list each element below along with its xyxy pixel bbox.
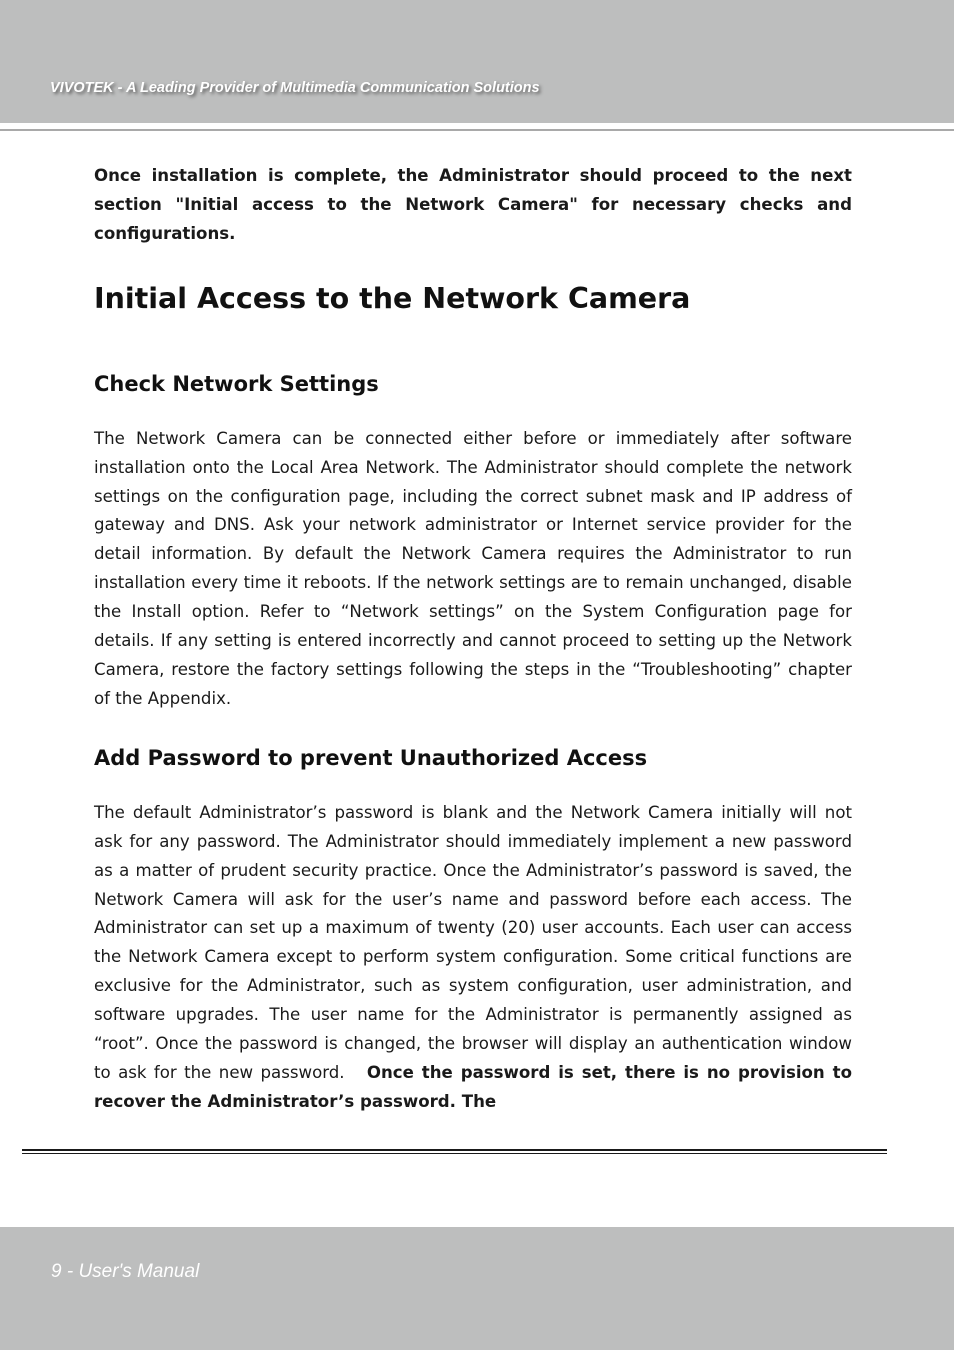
section-body-check-network: The Network Camera can be connected either before or immediately after software installation onto the Local Area Network. The Administrator should complete the network settings on the configuration page, including the correct subnet mask and IP address of gateway and DNS. Ask your network administrator or Internet service provider for the detail information. By default the Network Camera requires the Administrator to run installation every time it reboots. If the network settings are to remain unchanged, disable the Install option. Refer to “Network settings” on the System Configuration page for details. If any setting is entered incorrectly and cannot proceed to setting up the Network Camera, restore the factory settings following the steps in the “Troubleshooting” chapter of the Appendix. <box>94 428 852 708</box>
footer-divider-thin <box>22 1153 887 1154</box>
intro-paragraph: Once installation is complete, the Administrator should proceed to the next section "Initial access to the Network Camera" for necessary checks and configurations. <box>94 166 852 243</box>
page-number-label: 9 - User's Manual <box>51 1261 200 1282</box>
footer-divider <box>22 1149 887 1151</box>
section-heading-check-network: Check Network Settings <box>94 371 379 396</box>
header-divider <box>0 129 954 131</box>
page-footer <box>0 1227 954 1350</box>
header-tagline: VIVOTEK - A Leading Provider of Multimedia Communication Solutions <box>50 80 540 96</box>
page-header <box>0 0 954 123</box>
page-title: Initial Access to the Network Camera <box>94 281 691 315</box>
section-body-add-password <box>94 799 852 1117</box>
add-password-warning: Once the password is set, there is no provision to recover the Administrator’s password. The <box>94 1062 852 1111</box>
add-password-text: The default Administrator’s password is blank and the Network Camera initially will not ask for any password. The Administrator should immediately implement a new password as a matter of prudent security practice. Once the Administrator’s password is saved, the Network Camera will ask for the user’s name and password before each access. The Administrator can set up a maximum of twenty (20) user accounts. Each user can access the Network Camera except to perform system configuration. Some critical functions are exclusive for the Administrator, such as system configuration, user administration, and software upgrades. The user name for the Administrator is permanently assigned as “root”. Once the password is changed, the browser will display an authentication window to ask for the new password. <box>94 802 852 1082</box>
page-content <box>94 162 852 1117</box>
section-heading-add-password: Add Password to prevent Unauthorized Access <box>94 745 648 770</box>
